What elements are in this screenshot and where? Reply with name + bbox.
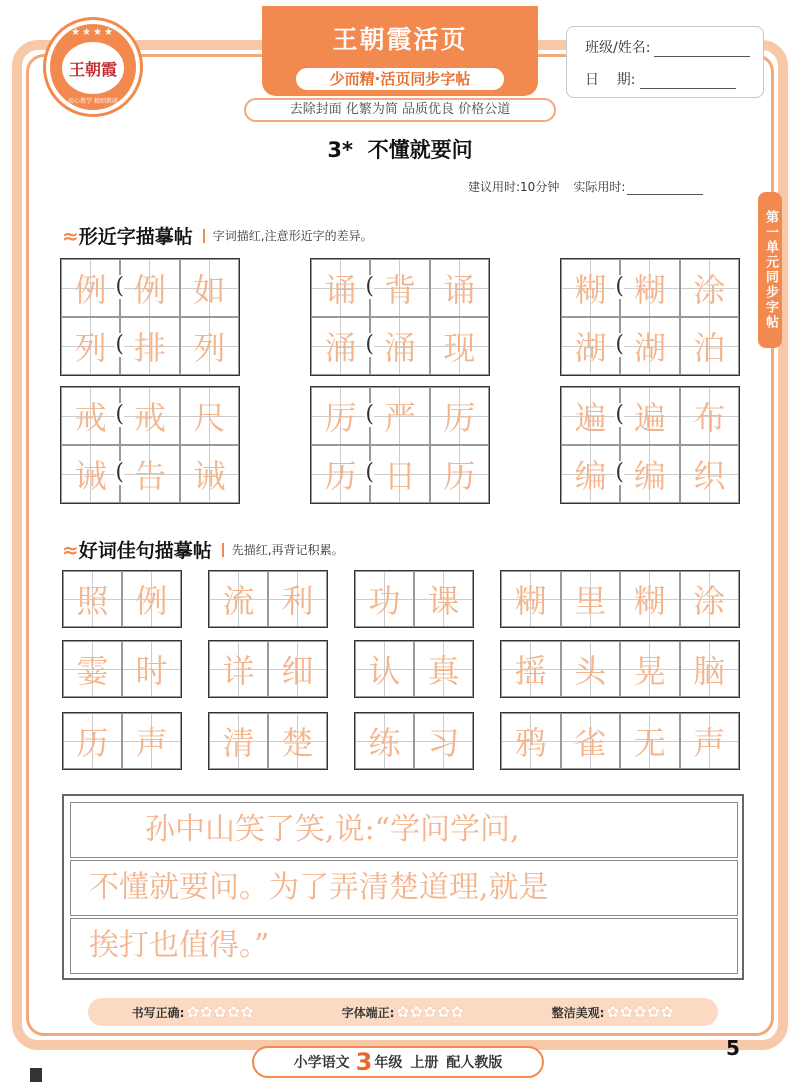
tracing-cell[interactable]: 历: [63, 713, 122, 769]
word-tracing-grid: [500, 712, 740, 770]
sentence-tracing-box: [62, 794, 744, 980]
word-tracing-grid: [208, 570, 328, 628]
tracing-cell[interactable]: 细: [268, 641, 327, 697]
tracing-cell[interactable]: 诵: [430, 259, 489, 317]
tracing-cell[interactable]: ( 背: [370, 259, 429, 317]
tracing-cell[interactable]: 真: [414, 641, 473, 697]
tracing-cell[interactable]: 例: [61, 259, 120, 317]
word-tracing-grid: [62, 570, 182, 628]
brand-title: 王朝霞活页: [332, 25, 468, 54]
tracing-cell[interactable]: 列: [180, 317, 239, 375]
tracing-cell[interactable]: 功: [355, 571, 414, 627]
tracing-cell[interactable]: 湖: [561, 317, 620, 375]
section-good-words-header: [62, 536, 344, 563]
tracing-cell[interactable]: 声: [122, 713, 181, 769]
unit-side-tab: 第一单元同步字帖: [758, 192, 782, 348]
tracing-cell[interactable]: 晃: [620, 641, 680, 697]
tracing-cell[interactable]: 清: [209, 713, 268, 769]
brand-banner: [262, 6, 538, 96]
date-label: 日 期:: [585, 72, 636, 88]
logo-stars: ★★★★: [71, 27, 115, 38]
word-tracing-grid: [208, 640, 328, 698]
divider: [203, 229, 205, 243]
tracing-cell[interactable]: 戒: [61, 387, 120, 445]
sentence-line[interactable]: 孙中山笑了笑,说:“学问学问,: [70, 802, 738, 858]
footer-grade-number: 3: [355, 1048, 373, 1076]
tracing-cell[interactable]: 例: [122, 571, 181, 627]
tracing-cell[interactable]: ( 遍: [620, 387, 679, 445]
time-row: [468, 178, 703, 195]
footer-edition-label: 配人教版: [446, 1055, 503, 1071]
tracing-cell[interactable]: 遍: [561, 387, 620, 445]
tracing-cell[interactable]: 霎: [63, 641, 122, 697]
similar-char-grid: [310, 258, 490, 376]
tracing-cell[interactable]: 涌: [311, 317, 370, 375]
tracing-cell[interactable]: ( 日: [370, 445, 429, 503]
tracing-cell[interactable]: ( 戒: [120, 387, 179, 445]
page-number: 5: [726, 1036, 740, 1060]
tracing-cell[interactable]: 涂: [680, 571, 740, 627]
tracing-cell[interactable]: 无: [620, 713, 680, 769]
tracing-cell[interactable]: 课: [414, 571, 473, 627]
tracing-cell[interactable]: 鸦: [501, 713, 561, 769]
section-title: 形近字描摹帖: [78, 226, 193, 248]
tracing-cell[interactable]: 糊: [620, 571, 680, 627]
tracing-cell[interactable]: 列: [61, 317, 120, 375]
tracing-cell[interactable]: 织: [680, 445, 739, 503]
word-tracing-grid: [500, 570, 740, 628]
tracing-cell[interactable]: 尺: [180, 387, 239, 445]
similar-char-grid: [60, 258, 240, 376]
tracing-cell[interactable]: 楚: [268, 713, 327, 769]
tracing-cell[interactable]: ( 告: [120, 445, 179, 503]
footer-edition: [252, 1046, 544, 1078]
similar-char-grid: [560, 258, 740, 376]
tracing-cell[interactable]: 糊: [501, 571, 561, 627]
class-name-label: 班级/姓名:: [585, 40, 651, 56]
section-title: 好词佳句描摹帖: [78, 540, 212, 562]
section-similar-chars-header: [62, 222, 373, 249]
tracing-cell[interactable]: 认: [355, 641, 414, 697]
tracing-cell[interactable]: 流: [209, 571, 268, 627]
class-name-row: [585, 37, 750, 57]
rating-item: 整洁美观: ✿✿✿✿✿: [551, 1003, 675, 1021]
word-tracing-grid: [62, 640, 182, 698]
similar-char-grid: [560, 386, 740, 504]
tracing-cell[interactable]: ( 湖: [620, 317, 679, 375]
rating-item: 书写正确: ✿✿✿✿✿: [131, 1003, 255, 1021]
tracing-cell[interactable]: 历: [311, 445, 370, 503]
tracing-cell[interactable]: 历: [430, 445, 489, 503]
divider: [222, 543, 224, 557]
publisher-logo: [46, 20, 140, 114]
tracing-cell[interactable]: ( 严: [370, 387, 429, 445]
tracing-cell[interactable]: 现: [430, 317, 489, 375]
tracing-cell[interactable]: 习: [414, 713, 473, 769]
word-tracing-grid: [62, 712, 182, 770]
rating-bar: [88, 998, 718, 1026]
tracing-cell[interactable]: 诫: [180, 445, 239, 503]
tracing-cell[interactable]: 利: [268, 571, 327, 627]
slogan: 去除封面 化繁为简 品质优良 价格公道: [244, 98, 556, 122]
tracing-cell[interactable]: 厉: [311, 387, 370, 445]
tracing-cell[interactable]: 摇: [501, 641, 561, 697]
tracing-cell[interactable]: ( 编: [620, 445, 679, 503]
tracing-cell[interactable]: 照: [63, 571, 122, 627]
flower-stars-icon[interactable]: ✿✿✿✿✿: [186, 1003, 255, 1021]
tracing-cell[interactable]: ( 排: [120, 317, 179, 375]
student-info-box: [566, 26, 764, 98]
word-tracing-grid: [354, 570, 474, 628]
actual-time-field[interactable]: [627, 183, 703, 195]
tracing-cell[interactable]: 糊: [561, 259, 620, 317]
rating-item: 字体端正: ✿✿✿✿✿: [341, 1003, 465, 1021]
section-note: 字词描红,注意形近字的差异。: [212, 229, 373, 243]
word-tracing-grid: [354, 640, 474, 698]
tracing-cell[interactable]: 布: [680, 387, 739, 445]
tracing-cell[interactable]: 声: [680, 713, 740, 769]
tracing-cell[interactable]: ( 例: [120, 259, 179, 317]
tracing-cell[interactable]: 里: [561, 571, 621, 627]
tracing-cell[interactable]: 练: [355, 713, 414, 769]
flower-stars-icon[interactable]: ✿✿✿✿✿: [606, 1003, 675, 1021]
sentence-line[interactable]: 不懂就要问。为了弄清楚道理,就是: [70, 860, 738, 916]
word-tracing-grid: [500, 640, 740, 698]
wave-icon: ≈: [62, 537, 75, 562]
tracing-cell[interactable]: 厉: [430, 387, 489, 445]
date-row: [585, 69, 736, 89]
tracing-cell[interactable]: 诵: [311, 259, 370, 317]
sentence-line[interactable]: 挨打也值得。”: [70, 918, 738, 974]
tracing-cell[interactable]: 诫: [61, 445, 120, 503]
lesson-title: 3* 不懂就要问: [327, 138, 473, 162]
corner-mark: [30, 1068, 42, 1082]
tracing-cell[interactable]: 如: [180, 259, 239, 317]
tracing-cell[interactable]: 脑: [680, 641, 740, 697]
tracing-cell[interactable]: 详: [209, 641, 268, 697]
tracing-cell[interactable]: 泊: [680, 317, 739, 375]
date-field[interactable]: [640, 75, 736, 89]
footer-subject: 小学语文: [293, 1055, 350, 1071]
brand-subtitle: 少而精·活页同步字帖: [296, 68, 504, 90]
wave-icon: ≈: [62, 223, 75, 248]
tracing-cell[interactable]: 时: [122, 641, 181, 697]
tracing-cell[interactable]: ( 糊: [620, 259, 679, 317]
footer-term: 上册: [410, 1055, 439, 1071]
logo-text: 王朝霞: [62, 42, 124, 94]
tracing-cell[interactable]: 头: [561, 641, 621, 697]
section-note: 先描红,再背记积累。: [231, 543, 344, 557]
tracing-cell[interactable]: ( 涌: [370, 317, 429, 375]
suggested-time: 建议用时:10分钟: [468, 180, 560, 194]
actual-time-label: 实际用时:: [573, 180, 626, 194]
similar-char-grid: [60, 386, 240, 504]
tracing-cell[interactable]: 雀: [561, 713, 621, 769]
similar-char-grid: [310, 386, 490, 504]
class-name-field[interactable]: [654, 43, 750, 57]
tracing-cell[interactable]: 编: [561, 445, 620, 503]
tracing-cell[interactable]: 涂: [680, 259, 739, 317]
word-tracing-grid: [354, 712, 474, 770]
word-tracing-grid: [208, 712, 328, 770]
flower-stars-icon[interactable]: ✿✿✿✿✿: [396, 1003, 465, 1021]
logo-subtext: 用心教学 精细教研: [68, 98, 118, 105]
footer-grade-suffix: 年级: [374, 1055, 403, 1071]
